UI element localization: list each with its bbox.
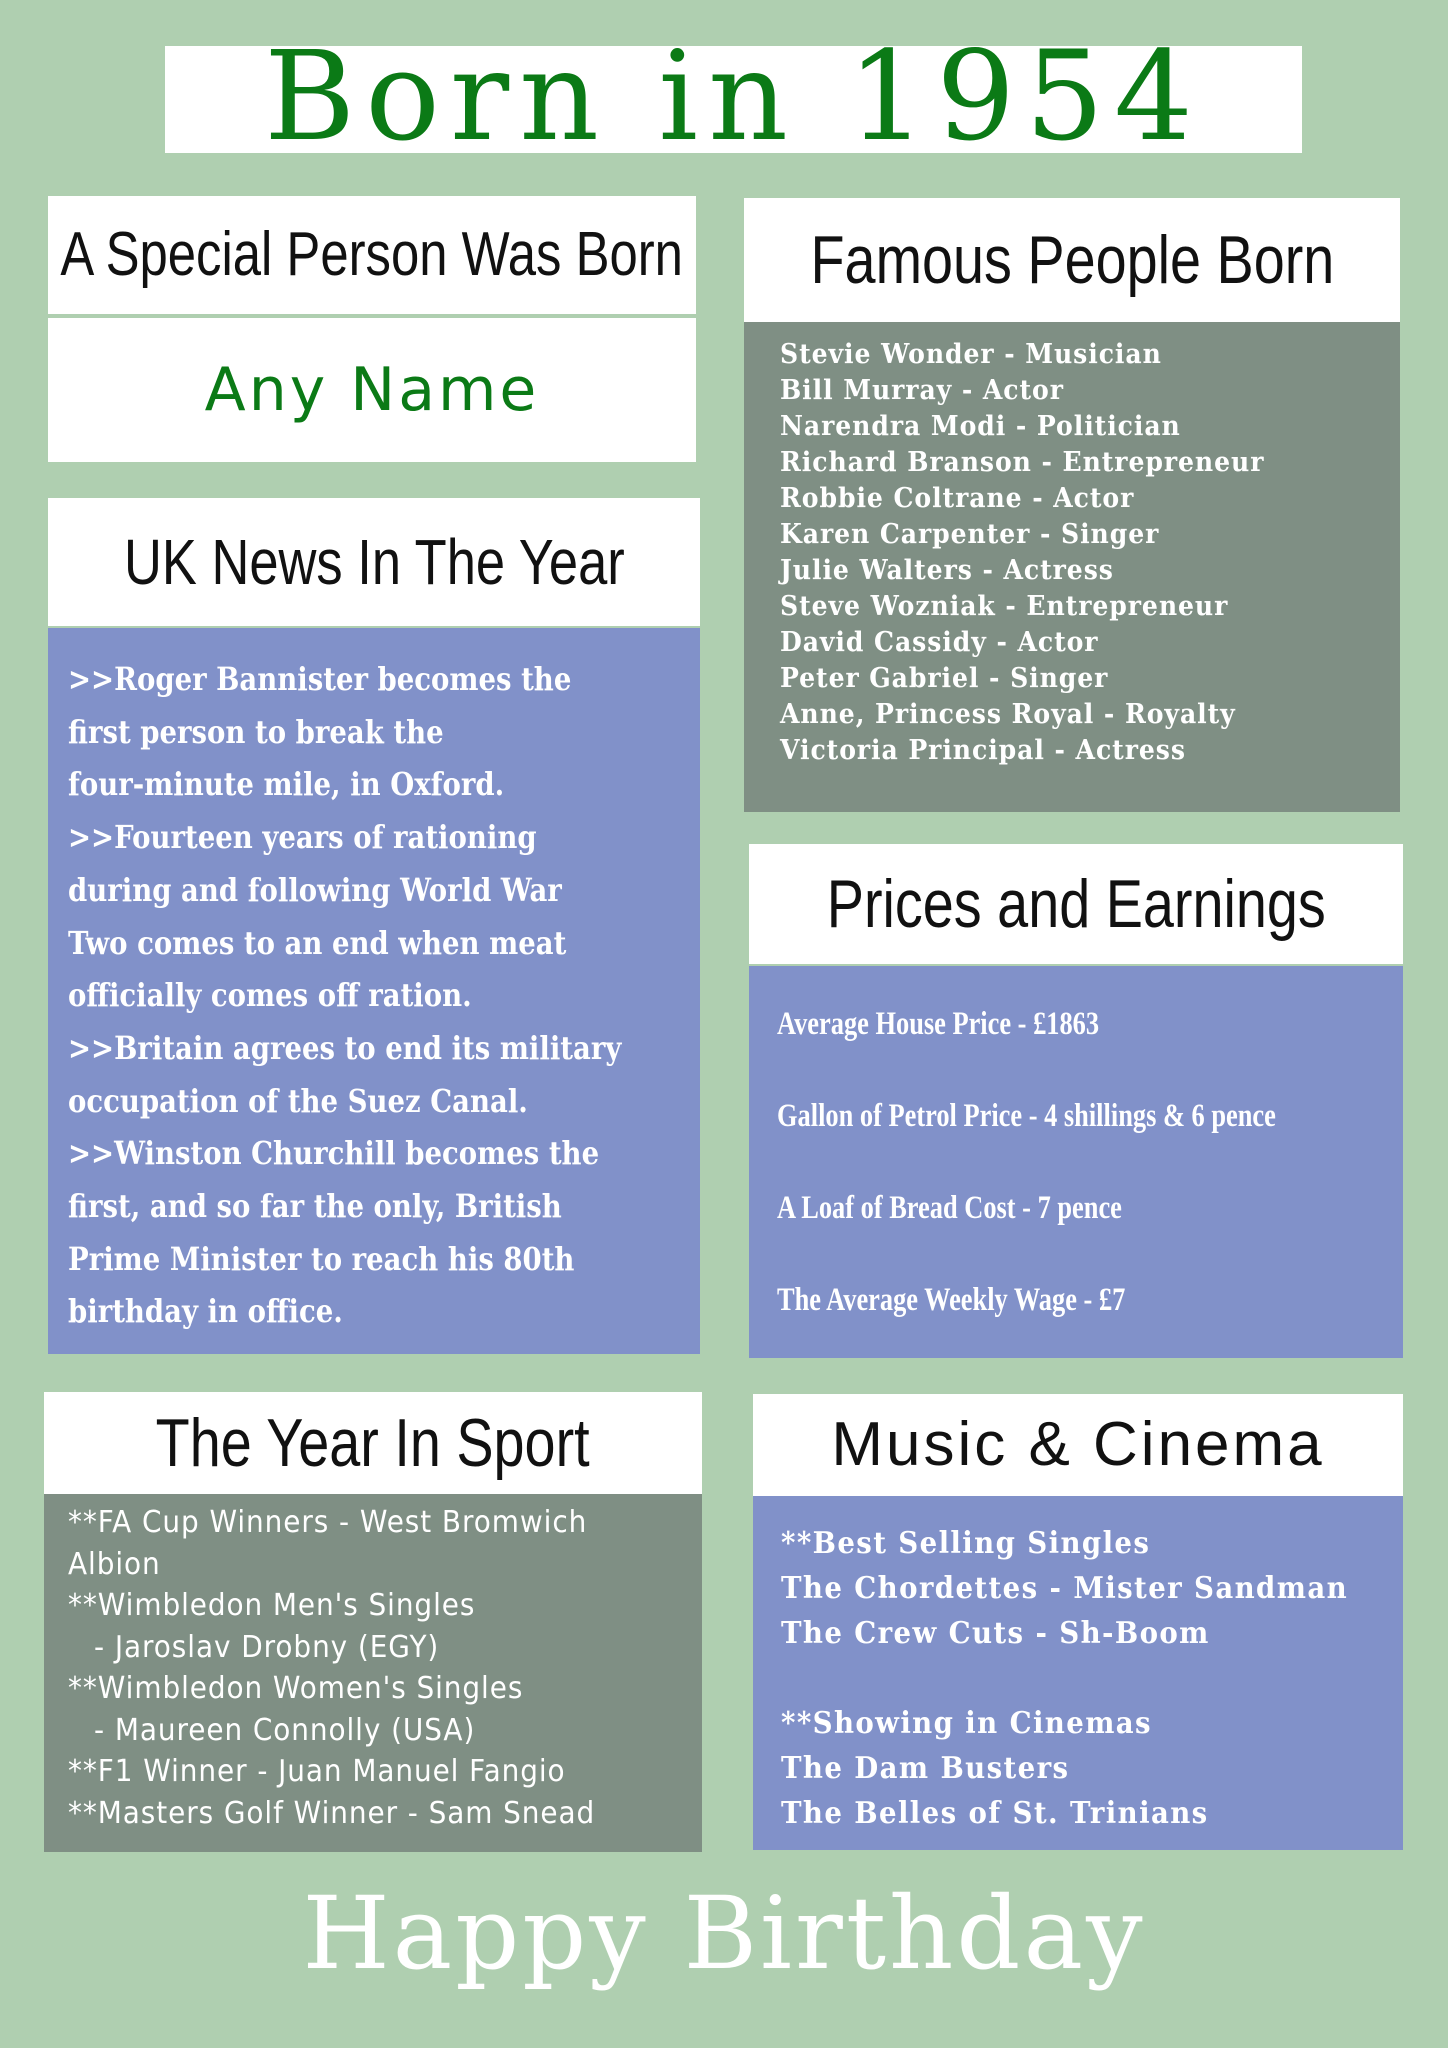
title-banner <box>165 24 1302 169</box>
uk-news-line: >>Winston Churchill becomes the <box>68 1134 600 1173</box>
music-line: The Crew Cuts - Sh-Boom <box>781 1616 1210 1651</box>
famous-person-line: Steve Wozniak - Entrepreneur <box>780 591 1229 622</box>
uk-news-line: four-minute mile, in Oxford. <box>68 765 505 804</box>
famous-person-line: Victoria Principal - Actress <box>780 735 1186 766</box>
famous-person-line: Julie Walters - Actress <box>780 555 1114 586</box>
uk-news-line: officially comes off ration. <box>68 976 472 1015</box>
sport-line: **FA Cup Winners - West Bromwich <box>68 1505 588 1540</box>
music-heading: Music & Cinema <box>831 1410 1325 1479</box>
sport-line: **Wimbledon Men's Singles <box>68 1588 476 1623</box>
uk-news-line: occupation of the Suez Canal. <box>68 1081 528 1120</box>
famous-person-line: Anne, Princess Royal - Royalty <box>780 699 1236 730</box>
happy-birthday-footer: Happy Birthday <box>302 1874 1146 1992</box>
uk-news-line: >>Roger Bannister becomes the <box>68 660 572 698</box>
uk-news-heading: UK News In The Year <box>123 526 625 598</box>
uk-news-heading-box <box>48 498 700 626</box>
page-title: Born in 1954 <box>264 24 1203 169</box>
sport-line: **Masters Golf Winner - Sam Snead <box>68 1795 596 1831</box>
special-person-heading: A Special Person Was Born <box>60 220 684 289</box>
famous-person-line: Robbie Coltrane - Actor <box>780 483 1135 514</box>
uk-news-line: birthday in office. <box>68 1292 343 1331</box>
famous-people-heading-box <box>744 198 1400 322</box>
uk-news-line: Two comes to an end when meat <box>68 923 567 962</box>
sport-line: **Wimbledon Women's Singles <box>68 1671 524 1706</box>
sport-heading: The Year In Sport <box>155 1405 590 1481</box>
famous-people-panel <box>744 322 1400 812</box>
famous-people-heading: Famous People Born <box>810 222 1334 298</box>
music-line <box>781 1656 1353 1701</box>
famous-person-line: David Cassidy - Actor <box>780 627 1099 658</box>
uk-news-line: >>Britain agrees to end its military <box>68 1028 622 1067</box>
price-line: A Loaf of Bread Cost - 7 pence <box>777 1190 1122 1226</box>
music-line: The Belles of St. Trinians <box>781 1796 1209 1831</box>
music-line: **Showing in Cinemas <box>781 1706 1152 1741</box>
prices-panel <box>749 966 1403 1358</box>
special-person-heading-box <box>48 196 696 314</box>
special-person-name-box <box>48 318 696 462</box>
price-line: Gallon of Petrol Price - 4 shillings & 6 pence <box>777 1098 1276 1134</box>
uk-news-line: first, and so far the only, British <box>68 1187 562 1226</box>
prices-heading-box <box>749 844 1403 964</box>
famous-person-line: Bill Murray - Actor <box>780 375 1064 406</box>
sport-line: - Maureen Connolly (USA) <box>94 1712 476 1748</box>
famous-person-line: Peter Gabriel - Singer <box>780 663 1109 694</box>
uk-news-line: first person to break the <box>68 712 444 751</box>
sport-heading-box <box>44 1392 702 1494</box>
music-heading-box <box>753 1394 1403 1496</box>
uk-news-line: Prime Minister to reach his 80th <box>68 1239 575 1278</box>
uk-news-line: >>Fourteen years of rationing <box>68 818 537 857</box>
famous-person-line: Richard Branson - Entrepreneur <box>780 447 1265 478</box>
famous-person-line: Karen Carpenter - Singer <box>780 519 1160 550</box>
price-line: Average House Price - £1863 <box>777 1006 1100 1042</box>
music-line: **Best Selling Singles <box>781 1526 1151 1561</box>
special-person-name: Any Name <box>204 355 540 425</box>
sport-panel <box>44 1494 702 1852</box>
famous-person-line: Narendra Modi - Politician <box>780 411 1181 442</box>
music-panel <box>753 1496 1403 1850</box>
price-line: The Average Weekly Wage - £7 <box>777 1282 1126 1318</box>
music-line: The Dam Busters <box>781 1751 1070 1786</box>
music-line: The Chordettes - Mister Sandman <box>781 1571 1349 1606</box>
famous-person-line: Stevie Wonder - Musician <box>780 339 1162 370</box>
sport-line: - Jaroslav Drobny (EGY) <box>94 1629 440 1665</box>
prices-heading: Prices and Earnings <box>826 866 1326 942</box>
sport-line: Albion <box>68 1546 161 1582</box>
uk-news-line: during and following World War <box>68 870 562 909</box>
sport-line: **F1 Winner - Juan Manuel Fangio <box>68 1754 566 1789</box>
uk-news-panel <box>48 628 700 1354</box>
